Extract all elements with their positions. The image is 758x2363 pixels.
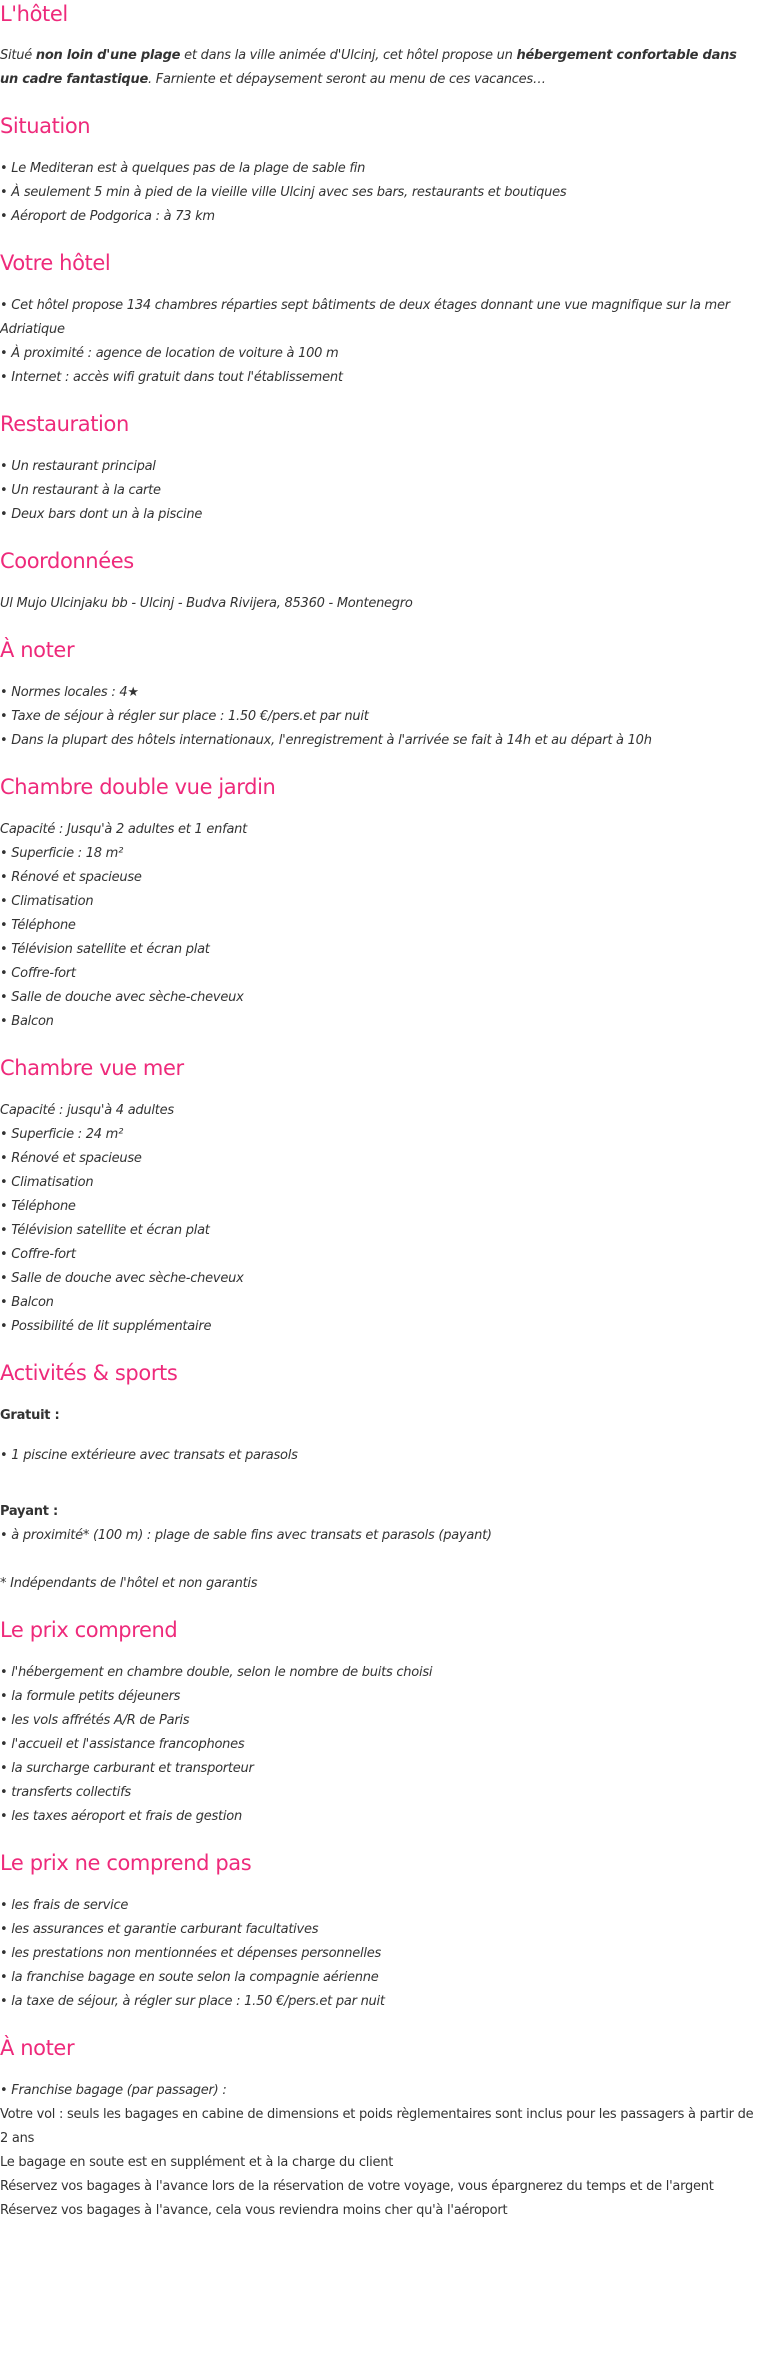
list-item: • l'hébergement en chambre double, selon le nombre de buits choisi [0,1665,433,1680]
section-title-a-noter-2: À noter [0,2036,75,2060]
section-title-hotel: L'hôtel [0,2,68,26]
list-item: • Dans la plupart des hôtels internationaux, l'enregistrement à l'arrivée se fait à 14h et au départ à 10h [0,733,652,748]
address: Ul Mujo Ulcinjaku bb - Ulcinj - Budva Rivijera, 85360 - Montenegro [0,596,413,611]
activites-footnote: * Indépendants de l'hôtel et non garantis [0,1576,258,1591]
list-item: • les taxes aéroport et frais de gestion [0,1809,242,1824]
list-item: • 1 piscine extérieure avec transats et parasols [0,1448,298,1463]
list-item: Réservez vos bagages à l'avance, cela vous reviendra moins cher qu'à l'aéroport [0,2203,508,2218]
list-item: • Le Mediteran est à quelques pas de la plage de sable fin [0,161,366,176]
list-item: Le bagage en soute est en supplément et à la charge du client [0,2155,394,2170]
list-item: • À seulement 5 min à pied de la vieille ville Ulcinj avec ses bars, restaurants et boutiques [0,185,567,200]
list-item: • Deux bars dont un à la piscine [0,507,203,522]
list-item: • Coffre-fort [0,966,76,981]
list-item: • Superficie : 18 m² [0,846,124,861]
list-item: • Téléphone [0,918,76,933]
list-item: • Télévision satellite et écran plat [0,942,210,957]
section-title-restauration: Restauration [0,412,129,436]
list-item: • Climatisation [0,894,94,909]
chambre-mer-list [0,1099,758,1339]
section-title-prix-ne-comprend: Le prix ne comprend pas [0,1851,252,1875]
list-item: • Un restaurant principal [0,459,156,474]
list-item: • la taxe de séjour, à régler sur place : 1.50 €/pers.et par nuit [0,1994,385,2009]
list-item: • la formule petits déjeuners [0,1689,181,1704]
list-item: • la franchise bagage en soute selon la compagnie aérienne [0,1970,379,1985]
list-item: • Taxe de séjour à régler sur place : 1.50 €/pers.et par nuit [0,709,369,724]
votre-hotel-list [0,294,758,390]
list-item: • Rénové et spacieuse [0,870,142,885]
list-item: Réservez vos bagages à l'avance lors de la réservation de votre voyage, vous épargnerez du temps et de l'argent [0,2179,714,2194]
list-item: • Cet hôtel propose 134 chambres réparties sept bâtiments de deux étages donnant une vue magnifique sur la mer Adriatique [0,298,730,337]
list-item: • Rénové et spacieuse [0,1151,142,1166]
list-item: Votre vol : seuls les bagages en cabine de dimensions et poids règlementaires sont inclus pour les passagers à partir de 2 ans [0,2107,754,2146]
situation-list [0,157,758,229]
list-item: • Normes locales : 4★ [0,685,139,700]
section-title-coordonnees: Coordonnées [0,549,134,573]
list-item: • Téléphone [0,1199,76,1214]
list-item: • les prestations non mentionnées et dépenses personnelles [0,1946,381,1961]
section-title-chambre-jardin: Chambre double vue jardin [0,775,276,799]
gratuit-label: Gratuit : [0,1408,60,1423]
list-item: • Climatisation [0,1175,94,1190]
section-title-activites: Activités & sports [0,1361,178,1385]
list-item: • Balcon [0,1014,54,1029]
restauration-list [0,455,758,527]
list-item: • Superficie : 24 m² [0,1127,124,1142]
list-item: • Internet : accès wifi gratuit dans tout l'établissement [0,370,343,385]
section-title-chambre-mer: Chambre vue mer [0,1056,184,1080]
list-item: • l'accueil et l'assistance francophones [0,1737,245,1752]
list-item: • la surcharge carburant et transporteur [0,1761,254,1776]
list-item: • les assurances et garantie carburant facultatives [0,1922,319,1937]
list-item: • à proximité* (100 m) : plage de sable fins avec transats et parasols (payant) [0,1528,492,1543]
section-title-a-noter: À noter [0,638,75,662]
list-item: • Télévision satellite et écran plat [0,1223,210,1238]
list-item: • Salle de douche avec sèche-cheveux [0,1271,244,1286]
list-item: • Possibilité de lit supplémentaire [0,1319,212,1334]
list-item: Capacité : jusqu'à 4 adultes [0,1103,174,1118]
list-item: • Coffre-fort [0,1247,76,1262]
list-item: • À proximité : agence de location de voiture à 100 m [0,346,339,361]
list-item: • Franchise bagage (par passager) : [0,2083,227,2098]
list-item: • les frais de service [0,1898,129,1913]
prix-comprend-list [0,1661,758,1829]
section-title-situation: Situation [0,114,91,138]
chambre-jardin-list [0,818,758,1034]
list-item: • Aéroport de Podgorica : à 73 km [0,209,215,224]
a-noter-list [0,681,758,753]
list-item: Capacité : Jusqu'à 2 adultes et 1 enfant [0,822,247,837]
list-item: • Balcon [0,1295,54,1310]
hotel-intro: Situé non loin d'une plage et dans la ville animée d'Ulcinj, cet hôtel propose un hébergement confortable dans un cadre fantastique. Farniente et dépaysement seront au menu de ces vacances… [0,48,737,87]
a-noter-2-list [0,2079,758,2223]
prix-ne-comprend-list [0,1894,758,2014]
list-item: • les vols affrétés A/R de Paris [0,1713,190,1728]
payant-label: Payant : [0,1504,58,1519]
list-item: • Salle de douche avec sèche-cheveux [0,990,244,1005]
section-title-votre-hotel: Votre hôtel [0,251,111,275]
section-title-prix-comprend: Le prix comprend [0,1618,178,1642]
list-item: • Un restaurant à la carte [0,483,161,498]
list-item: • transferts collectifs [0,1785,131,1800]
